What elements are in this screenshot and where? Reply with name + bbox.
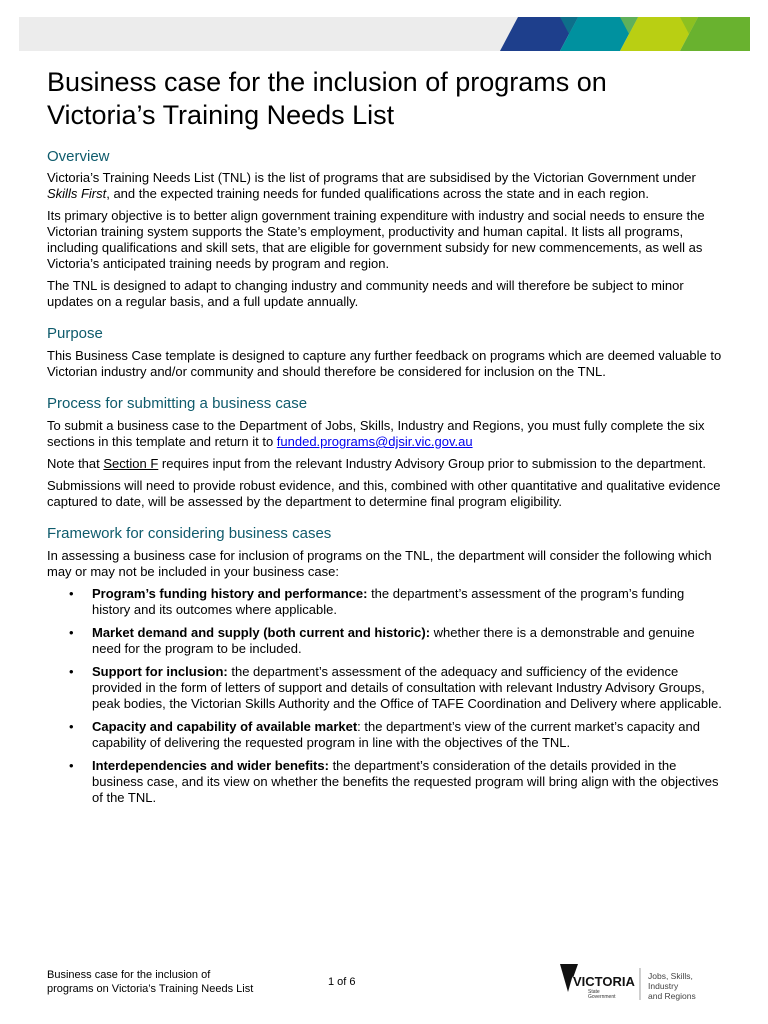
framework-criteria-list bbox=[47, 586, 722, 806]
process-paragraph-1: To submit a business case to the Department of Jobs, Skills, Industry and Regions, you must fully complete the six sections in this template and return it to funded.programs@djsir.vic.gov.au bbox=[47, 418, 705, 449]
list-item: • Program’s funding history and performance: the department’s assessment of the program’s funding history and its outcomes where applicable. bbox=[69, 586, 685, 617]
process-paragraph-3: Submissions will need to provide robust evidence, and this, combined with other quantitative and qualitative evidence captured to date, will be assessed by the department to determine final program eligibility. bbox=[47, 478, 721, 509]
process-heading: Process for submitting a business case bbox=[47, 395, 308, 412]
overview-paragraph-2: Its primary objective is to better align government training expenditure with industry and social needs to ensure the Victorian training system supports the State’s employment, productivity and human capital. It lists all programs, including qualifications and skill sets, that are eligible for government subsidy for new commencements, as well as Victoria’s anticipated training needs by program and region. bbox=[47, 208, 705, 271]
header-chevrons bbox=[0, 0, 768, 60]
list-item: • Interdependencies and wider benefits: the department’s consideration of the details provided in the business case, and its view on whether the benefits the requested program will bring align with the objectives of the TNL. bbox=[69, 758, 719, 805]
email-link[interactable]: funded.programs@djsir.vic.gov.au bbox=[276, 434, 473, 449]
list-item: • Support for inclusion: the department’s assessment of the adequacy and sufficiency of the evidence provided in the form of letters of support and details of consultation with relevant Industry Advisory Groups, peak bodies, the Victorian Skills Authority and the Office of TAFE Coordination and Delivery where applicable. bbox=[69, 664, 722, 711]
department-name: Jobs, Skills, Industry and Regions bbox=[648, 971, 696, 1001]
overview-heading: Overview bbox=[47, 148, 110, 165]
bullet-icon: • bbox=[69, 625, 74, 640]
purpose-paragraph: This Business Case template is designed to capture any further feedback on programs which are deemed valuable to Victorian industry and/or community and should therefore be considered for inclusion on the TNL. bbox=[47, 348, 722, 379]
footer-title-line-2: programs on Victoria’s Training Needs List bbox=[47, 983, 254, 995]
framework-intro: In assessing a business case for inclusion of programs on the TNL, the department will consider the following which may or may not be included in your business case: bbox=[47, 548, 712, 579]
purpose-heading: Purpose bbox=[47, 325, 103, 342]
list-item: • Market demand and supply (both current and historic): whether there is a demonstrable and genuine need for the program to be included. bbox=[69, 625, 695, 656]
overview-paragraph-3: The TNL is designed to adapt to changing industry and community needs and will therefore be subject to minor updates on a regular basis, and a full update annually. bbox=[47, 278, 684, 309]
title-line-2: Victoria’s Training Needs List bbox=[47, 100, 395, 130]
bullet-icon: • bbox=[69, 719, 74, 734]
document-body bbox=[47, 66, 722, 813]
section-f-reference[interactable]: Section F bbox=[103, 456, 159, 471]
bullet-icon: • bbox=[69, 664, 74, 679]
process-paragraph-2: Note that Section F requires input from the relevant Industry Advisory Group prior to submission to the department. bbox=[47, 456, 707, 471]
logo-sub-state: State bbox=[588, 989, 600, 995]
list-item: • Capacity and capability of available market: the department’s view of the current market’s capacity and capability of delivering the requested program in line with the objectives of the TNL. bbox=[69, 719, 700, 750]
logo-sub-government: Government bbox=[588, 994, 616, 1000]
bullet-icon: • bbox=[69, 586, 74, 601]
document-title bbox=[47, 66, 722, 132]
footer-document-title bbox=[47, 968, 307, 996]
page-number: 1 of 6 bbox=[328, 976, 356, 988]
footer-title-line-1: Business case for the inclusion of bbox=[47, 969, 211, 981]
logo-wordmark: VICTORIA bbox=[573, 974, 635, 989]
framework-heading: Framework for considering business cases bbox=[47, 525, 332, 542]
victoria-government-logo bbox=[556, 962, 644, 1002]
title-line-1: Business case for the inclusion of programs on bbox=[47, 67, 607, 97]
bullet-icon: • bbox=[69, 758, 74, 773]
overview-paragraph-1: Victoria’s Training Needs List (TNL) is the list of programs that are subsidised by the Victorian Government under Skills First, and the expected training needs for funded qualifications across the state and in each region. bbox=[47, 170, 696, 201]
